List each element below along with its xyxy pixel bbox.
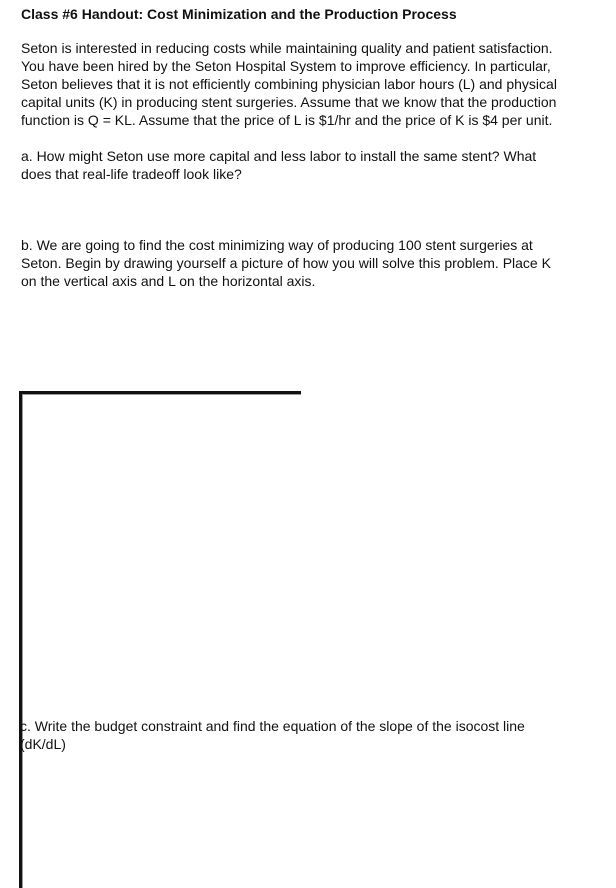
drawing-frame-left-shadow	[22, 394, 23, 888]
drawing-frame-top-shadow	[19, 394, 301, 395]
intro-paragraph: Seton is interested in reducing costs while maintaining quality and patient satisfaction. You have been hired by the Seton Hospital System to improve efficiency. In particular, Seton believes that it is not efficiently combining physician labor hours (L) and physical capital units (K) in producing stent surgeries. Assume that we know that the production function is Q = KL. Assume that the price of L is $1/hr and the price of K is $4 per unit.	[21, 40, 557, 128]
question-b: b. We are going to find the cost minimizing way of producing 100 stent surgeries at Seton. Begin by drawing yourself a picture of how you will solve this problem. Place K on the vertical axis and L on the horizontal axis.	[21, 237, 551, 289]
question-c: c. Write the budget constraint and find the equation of the slope of the isocost line (dK/dL)	[20, 718, 525, 752]
page-title: Class #6 Handout: Cost Minimization and the Production Process	[21, 6, 457, 22]
question-a: a. How might Seton use more capital and less labor to install the same stent? What does that real-life tradeoff look like?	[21, 148, 537, 182]
